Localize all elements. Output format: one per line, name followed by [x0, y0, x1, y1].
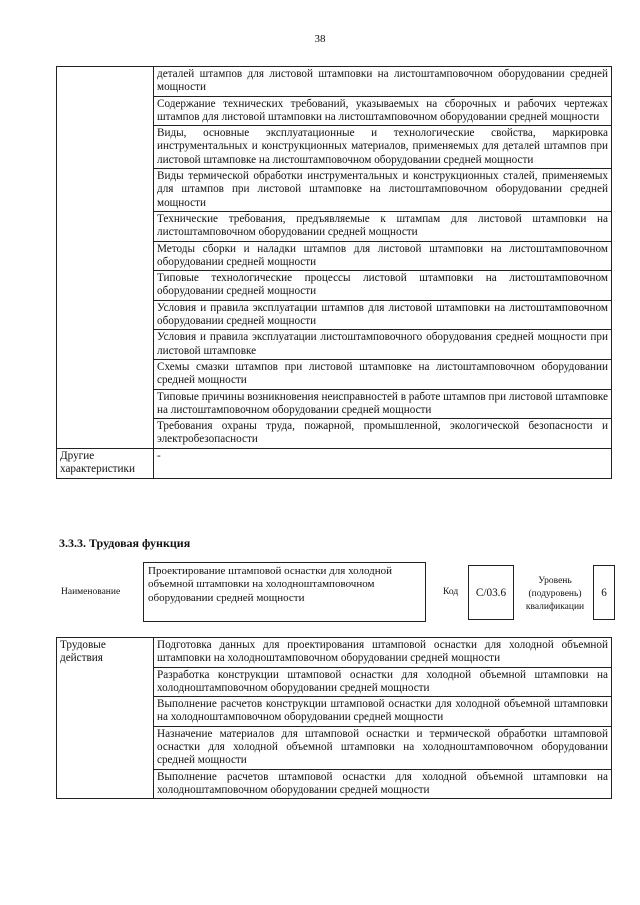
table-cell: Разработка конструкции штамповой оснастки для холодной объемной штамповки на холодноштамповочном оборудовании средней мощности	[154, 667, 612, 697]
table-cell: Виды, основные эксплуатационные и технологические свойства, маркировка инструментальных и конструкционных материалов, применяемых для деталей штампов при листовой штамповке на листоштамповочном оборудовании средней мощности	[154, 126, 612, 169]
table-cell: Требования охраны труда, пожарной, промышленной, экологической безопасности и электробезопасности	[154, 419, 612, 449]
level-label: Уровень (подуровень) квалификации	[525, 576, 585, 612]
table-cell: Типовые причины возникновения неисправностей в работе штампов при листовой штамповке на листоштамповочном оборудовании средней мощности	[154, 389, 612, 419]
table-cell: Условия и правила эксплуатации листоштамповочного оборудования средней мощности при листовой штамповке	[154, 330, 612, 360]
table-row	[57, 67, 612, 97]
name-label: Наименование	[61, 587, 121, 597]
table-cell: Методы сборки и наладки штампов для листовой штамповки на листоштамповочном оборудовании средней мощности	[154, 241, 612, 271]
other-characteristics-label: Другие характеристики	[57, 448, 154, 478]
actions-label: Трудовые действия	[57, 638, 154, 799]
table-cell: Выполнение расчетов штамповой оснастки для холодной объемной штамповки на холодноштамповочном оборудовании средней мощности	[154, 769, 612, 799]
page-number: 38	[314, 33, 326, 45]
table-row	[57, 448, 612, 478]
table-cell: Схемы смазки штампов при листовой штамповке на листоштамповочном оборудовании средней мощности	[154, 359, 612, 389]
knowledge-table	[56, 66, 612, 479]
function-name: Проектирование штамповой оснастки для холодной объемной штамповки на холодноштамповочном оборудовании средней мощности	[143, 562, 426, 622]
table-row	[57, 638, 612, 668]
table-cell: Содержание технических требований, указываемых на сборочных и рабочих чертежах штампов для листовой штамповки на листоштамповочном оборудовании средней мощности	[154, 96, 612, 126]
level-value: 6	[593, 565, 615, 620]
table-cell: Виды термической обработки инструментальных и конструкционных сталей, применяемых для штампов при листовой штамповке на листоштамповочном оборудовании средней мощности	[154, 169, 612, 212]
table-cell: Выполнение расчетов конструкции штамповой оснастки для холодной объемной штамповки на холодноштамповочном оборудовании средней мощности	[154, 697, 612, 727]
table-cell: Технические требования, предъявляемые к штампам для листовой штамповки на листоштамповочном оборудовании средней мощности	[154, 211, 612, 241]
table-cell: деталей штампов для листовой штамповки на листоштамповочном оборудовании средней мощности	[154, 67, 612, 97]
actions-table	[56, 637, 612, 799]
row-label-empty	[57, 67, 154, 449]
table-cell: Подготовка данных для проектирования штамповой оснастки для холодной объемной штамповки на холодноштамповочном оборудовании средней мощности	[154, 638, 612, 668]
table-cell: Условия и правила эксплуатации штампов для листовой штамповки на листоштамповочном оборудовании средней мощности	[154, 300, 612, 330]
table-cell: Назначение материалов для штамповой оснастки и термической обработки штамповой оснастки для холодной объемной штамповки на холодноштамповочном оборудовании средней мощности	[154, 726, 612, 769]
table-cell: Типовые технологические процессы листовой штамповки на листоштамповочном оборудовании средней мощности	[154, 271, 612, 301]
code-value: C/03.6	[468, 565, 514, 620]
section-heading: 3.3.3. Трудовая функция	[59, 536, 191, 550]
table-cell: -	[154, 448, 612, 478]
code-label: Код	[443, 587, 459, 597]
